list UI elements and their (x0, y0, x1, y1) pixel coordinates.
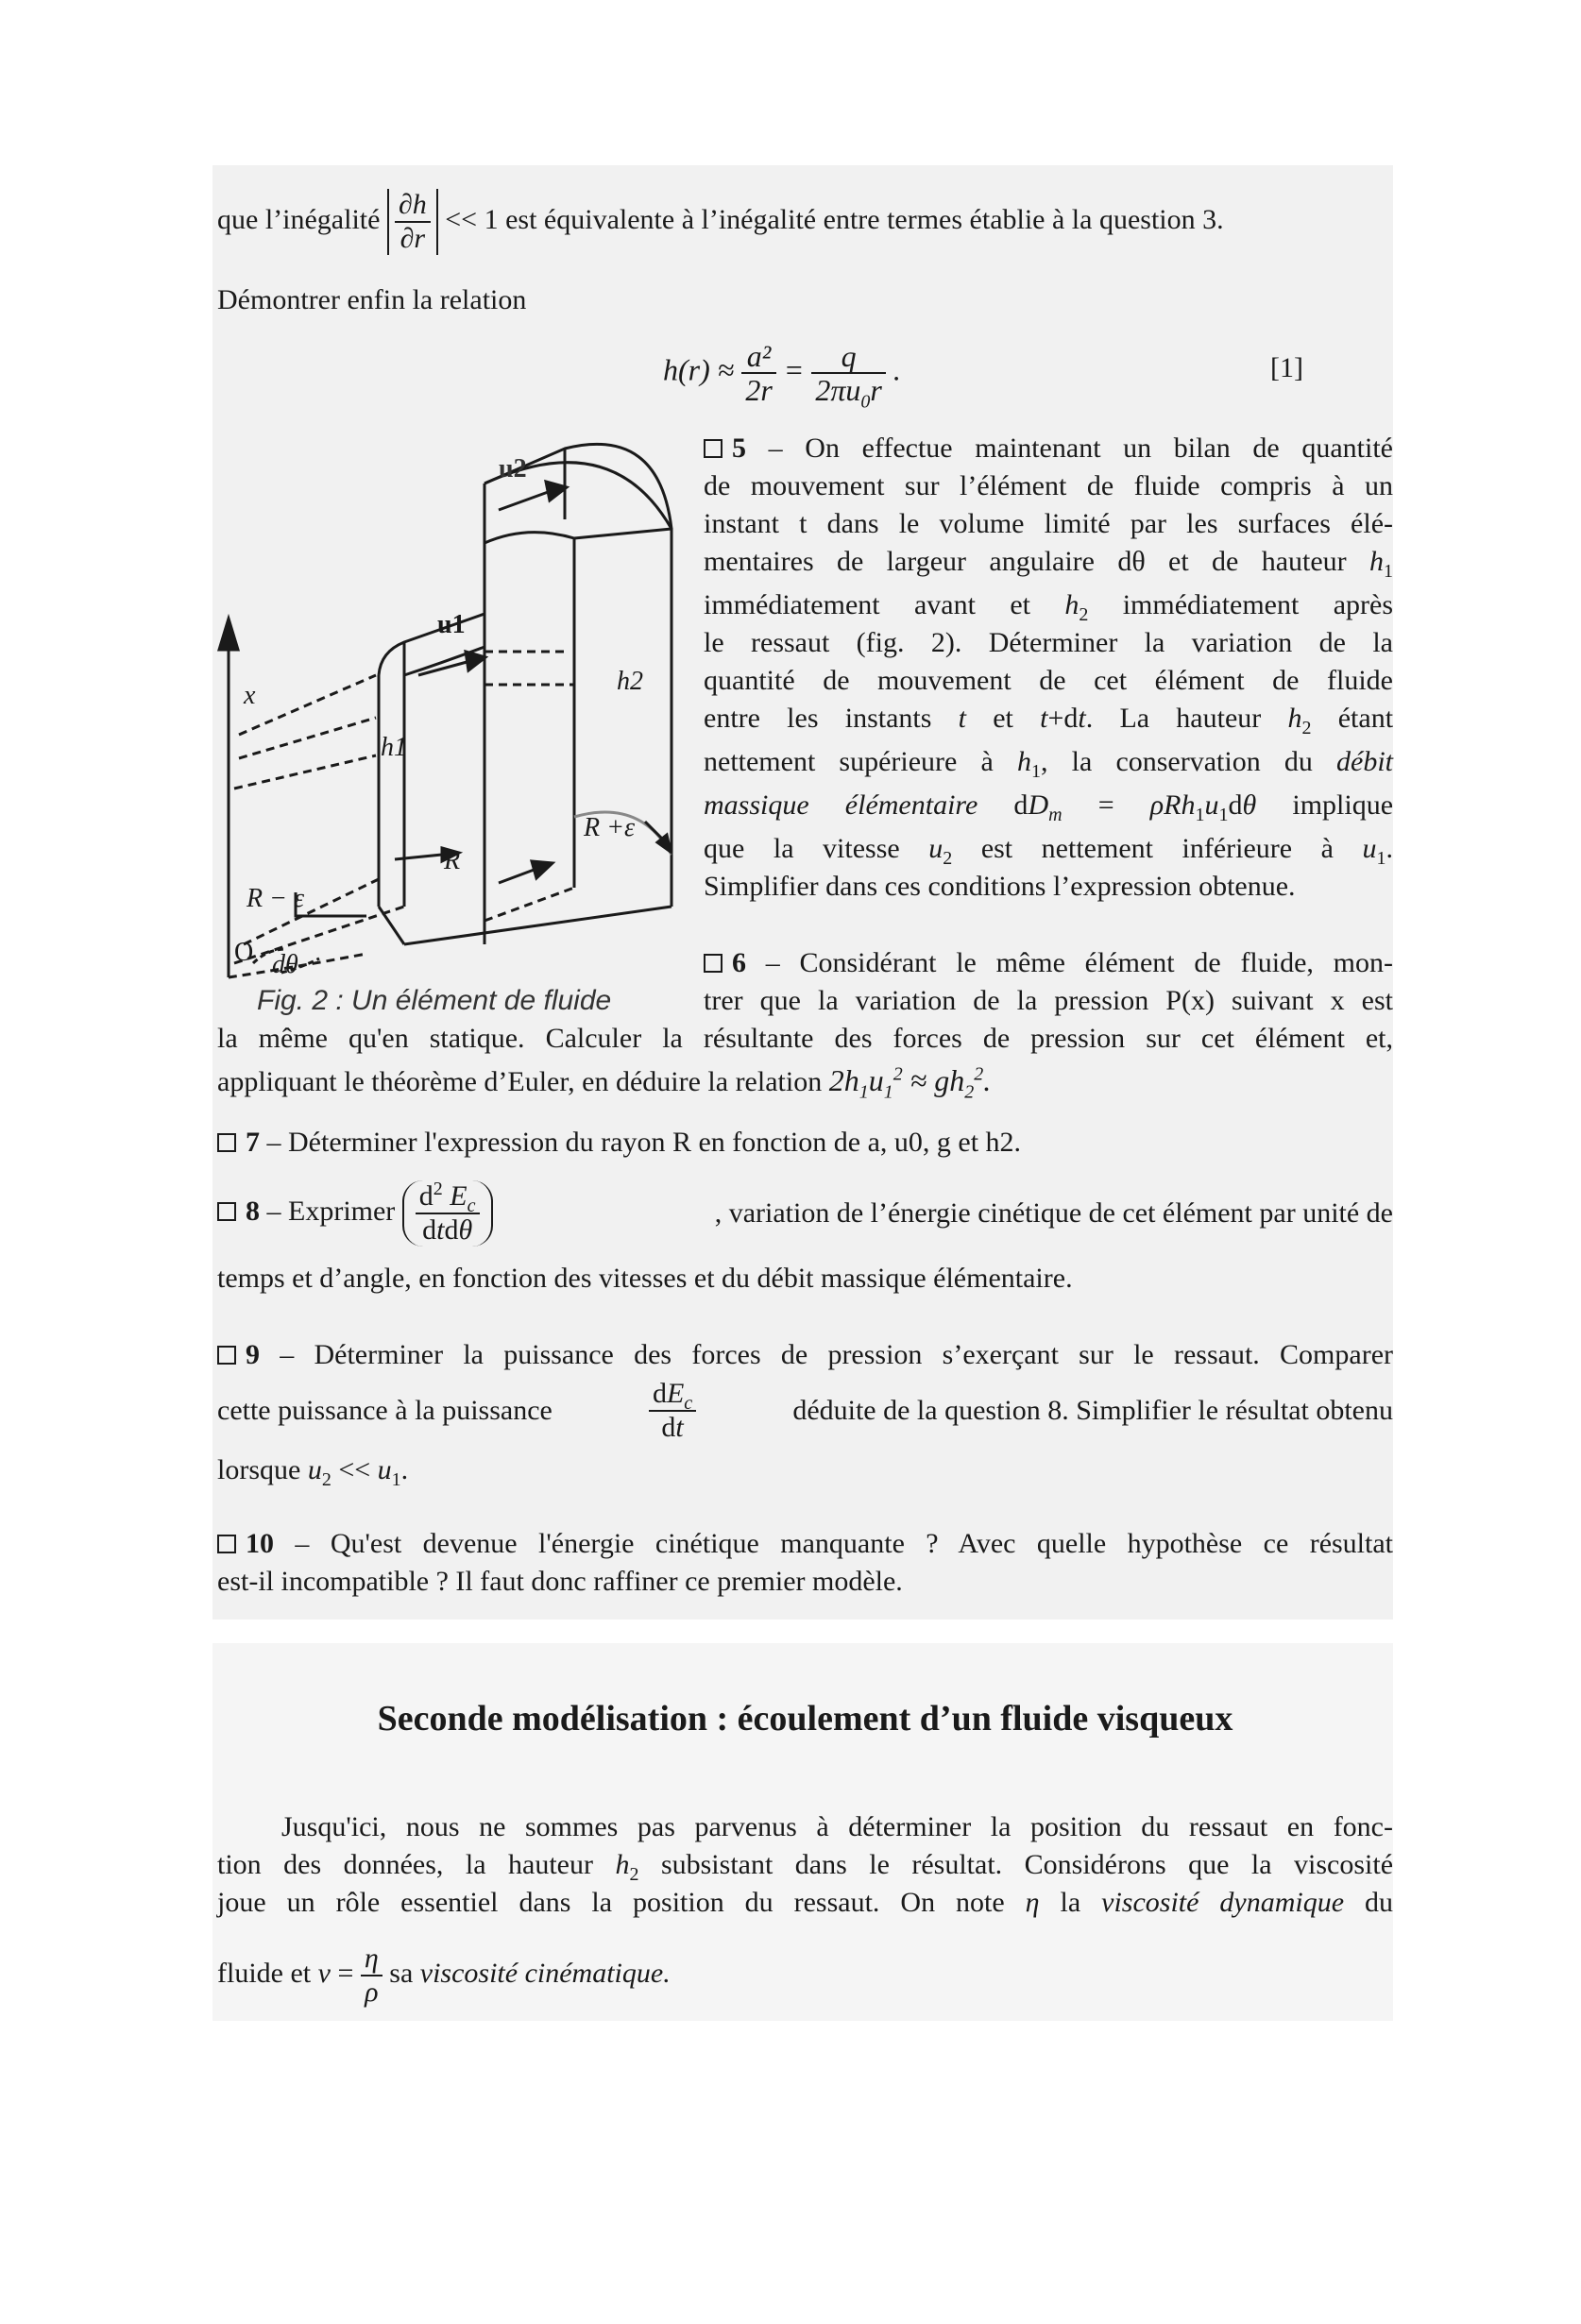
q9-l2a: cette puissance à la puissance (217, 1395, 552, 1426)
checkbox-icon (704, 439, 722, 458)
checkbox-icon (704, 954, 722, 973)
section-paragraph: Jusqu'ici, nous ne sommes pas parvenus à déterminer la position du ressaut en fonc- tion des données, la hauteur $h_2$ subsistant dans le résultat. Considérons que la viscosité joue un rôle essentiel dans la position du ressaut. On note η la viscosité dynamique du fluide et v = $\frac{\eta}{\rho}$ sa viscosité cinématique. (217, 1808, 1393, 2009)
q10-l2: est-il incompatible ? Il faut donc raffiner ce premier modèle. (217, 1566, 903, 1597)
question-6-start (704, 944, 1393, 1020)
q9-l1: – Déterminer la puissance des forces de pression s’exerçant sur le ressaut. Comparer (280, 1339, 1393, 1370)
para-l2b: subsistant dans le résultat. Considérons que la viscosité (660, 1849, 1394, 1880)
svg-text:R +ε: R +ε (584, 813, 636, 842)
svg-text:x: x (244, 681, 256, 710)
svg-text:h1: h1 (381, 733, 407, 762)
q6-l2: trer que la variation de la pression P(x) suivant x est (704, 985, 1393, 1016)
q6-l1: – Considérant le même élément de fluide, mon- (765, 947, 1393, 978)
q9-l2b: déduite de la question 8. Simplifier le résultat obtenu (792, 1395, 1393, 1426)
equation-label: [1] (1270, 352, 1303, 383)
q10-l1: – Qu'est devenue l'énergie cinétique manquante ? Avec quelle hypothèse ce résultat (295, 1528, 1394, 1559)
question-10 (217, 1525, 1393, 1601)
q8-pre: – Exprimer (266, 1195, 396, 1227)
checkbox-icon (217, 1346, 236, 1365)
q5-l8d: étant (1337, 703, 1394, 734)
q6-number: 6 (732, 947, 746, 978)
q7-number: 7 (246, 1127, 260, 1158)
q5-l11a: que la vitesse (704, 833, 900, 864)
para-l3a: joue un rôle essentiel dans la position du ressaut. On note (217, 1887, 1005, 1918)
q5-l9c: débit (1336, 746, 1394, 777)
checkbox-icon (217, 1202, 236, 1221)
q5-l3: instant t dans le volume limité par les surfaces élé- (704, 508, 1393, 539)
svg-text:u2: u2 (499, 454, 527, 483)
q8-l2: temps et d’angle, en fonction des vitesses et du débit massique élémentaire. (217, 1263, 1073, 1294)
q8-number: 8 (246, 1195, 260, 1227)
equation-1: h(r) ≈ $\frac{\text{a²}}{2r}$ = $\frac{q}{2\pi u_0r}$ . (663, 339, 901, 413)
svg-text:dθ: dθ (272, 950, 298, 979)
q10-number: 10 (246, 1528, 274, 1559)
svg-text:O: O (234, 938, 254, 967)
q5-l2: de mouvement sur l’élément de fluide compris à un (704, 470, 1393, 501)
para-l1: Jusqu'ici, nous ne sommes pas parvenus à déterminer la position du ressaut en fonc- (281, 1811, 1393, 1842)
q5-l7: quantité de mouvement de cet élément de fluide (704, 665, 1393, 696)
q5-l6: le ressaut (fig. 2). Déterminer la variation de la (704, 627, 1393, 658)
q9-l3: lorsque (217, 1454, 301, 1485)
intro-text-pre: que l’inégalité (217, 203, 381, 235)
q5-l12: Simplifier dans ces conditions l’expression obtenue. (704, 871, 1296, 902)
q7-text: – Déterminer l'expression du rayon R en fonction de a, u0, g et h2. (266, 1127, 1022, 1158)
intro-line-1 (217, 189, 1393, 255)
svg-text:u1: u1 (437, 610, 466, 639)
para-l4a: fluide et (217, 1957, 312, 1989)
question-7 (217, 1124, 1021, 1162)
q9-number: 9 (246, 1339, 260, 1370)
checkbox-icon (217, 1535, 236, 1553)
x-axis-arrow (219, 619, 238, 650)
dh-dr-abs: $\frac{\partial h}{\partial r}$ (387, 189, 438, 255)
q5-l8a: entre les instants (704, 703, 932, 734)
q5-l10a: massique élémentaire (704, 789, 978, 821)
q5-l8c: . La hauteur (1085, 703, 1262, 734)
para-l3c: viscosité dynamique (1101, 1887, 1345, 1918)
intro-line-2: Démontrer enfin la relation (217, 284, 527, 315)
svg-text:h2: h2 (617, 667, 643, 696)
q6-l4: appliquant le théorème d’Euler, en déduire la relation (217, 1066, 823, 1097)
question-8: 8 – Exprimer $\frac{d^2 E_c}{\text{dtdθ}}$ , variation de l’énergie cinétique de cet élément par unité de temps et d’angle, en fonction des vitesses et du débit massique élémentaire. (217, 1180, 1393, 1298)
question-9: 9 – Déterminer la puissance des forces de pression s’exerçant sur le ressaut. Comparer cette puissance à la puissance $\frac{dE_c}{dt}$ déduite de la question 8. Simplifier le résultat obtenu lorsque $u_2 << u_1$. (217, 1339, 1393, 1490)
q5-number: 5 (732, 433, 746, 464)
q8-post: , variation de l’énergie cinétique de cet élément par unité de (714, 1197, 1393, 1229)
question-5: 5 – On effectue maintenant un bilan de quantité de mouvement sur l’élément de fluide compris à un instant t dans le volume limité par les surfaces élé- mentaires de largeur angulaire dθ et de hauteur $h_1$ immédiatement avant et $h_2$ immédiatement après le ressaut (fig. 2). Déterminer la variation de la quantité de mouvement de cet élément de fluide entre les instants t et t+dt. La hauteur $h_2$ étant nettement supérieure à $h_1$, la conservation du débit massique élémentaire $dD_m = \rho Rh_1u_1d\theta$ implique que la vitesse $u_2$ est nettement inférieure à $u_1$. Simplifier dans ces conditions l’expression obtenue. (704, 430, 1393, 906)
q5-l4: mentaires de largeur angulaire dθ et de hauteur (704, 546, 1347, 577)
para-l2a: tion des données, la hauteur (217, 1849, 593, 1880)
figure-caption: Fig. 2 : Un élément de fluide (257, 985, 612, 1016)
question-6-end: la même qu'en statique. Calculer la résultante des forces de pression sur cet élément et, appliquant le théorème d’Euler, en déduire la relation $2h_1u_1^2 \approx gh_2^2$. (217, 1020, 1393, 1101)
intro-text-post: << 1 est équivalente à l’inégalité entre termes établie à la question 3. (445, 203, 1224, 235)
figure-fluid-element (215, 416, 688, 1001)
section-title: Seconde modélisation : écoulement d’un fluide visqueux (377, 1699, 1233, 1739)
para-l4b: sa (389, 1957, 414, 1989)
para-l4c: viscosité cinématique. (419, 1957, 671, 1989)
q5-l5b: immédiatement après (1122, 589, 1393, 620)
q6-l3: la même qu'en statique. Calculer la résultante des forces de pression sur cet élément et, (217, 1023, 1393, 1054)
checkbox-icon (217, 1133, 236, 1152)
q5-l11b: est nettement inférieure à (980, 833, 1334, 864)
para-l3b: la (1060, 1887, 1081, 1918)
q5-l9b: , la conservation du (1041, 746, 1313, 777)
q5-l8b: et (993, 703, 1013, 734)
svg-text:R: R (444, 846, 461, 875)
q5-l1: – On effectue maintenant un bilan de quantité (768, 433, 1393, 464)
q5-l5a: immédiatement avant et (704, 589, 1030, 620)
para-l3d: du (1365, 1887, 1394, 1918)
q5-l10b: implique (1292, 789, 1394, 821)
svg-text:R − ε: R − ε (246, 884, 305, 913)
q5-l9a: nettement supérieure à (704, 746, 994, 777)
